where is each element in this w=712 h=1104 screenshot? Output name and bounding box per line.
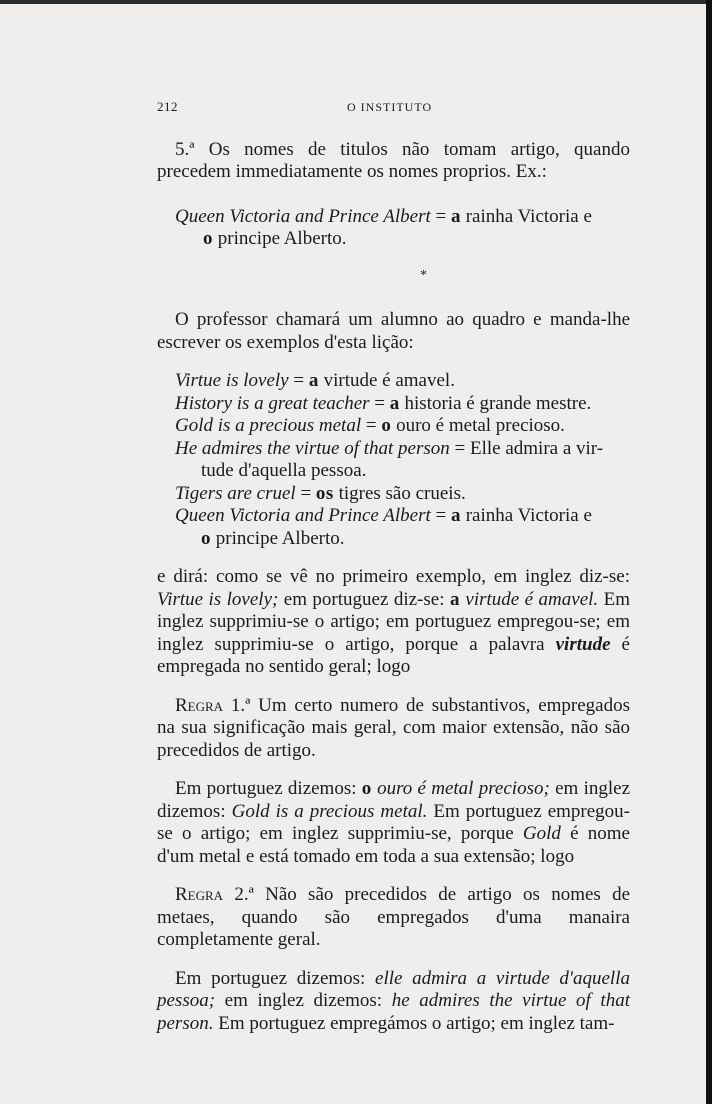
paragraph-professor: O professor chamará um alumno ao quadro e manda-lhe escrever os exemplos d'esta lição:: [157, 309, 630, 353]
example-line-continuation: o principe Alberto.: [201, 527, 345, 549]
section-divider: *: [420, 267, 427, 283]
example-line-continuation: tude d'aquella pessoa.: [201, 460, 367, 481]
example-line: Virtue is lovely = a virtude é amavel.: [175, 370, 455, 391]
rule-1: Regra 1.ª Um certo numero de substantivos, empregados na sua significação mais geral, com maior extensão, não são precedidos de artigo.: [157, 694, 630, 761]
paragraph-explanation-1: e dirá: como se vê no primeiro exemplo, em inglez diz-se: Virtue is lovely; em portuguez diz-se: a virtude é amavel. Em inglez supprimiu-se o artigo; em portuguez empregou-se; em inglez supprimiu-se o artigo, porque a palavra virtude é empregada no sentido geral; logo: [157, 566, 630, 677]
scan-edge-top: [0, 0, 712, 4]
example-line: Queen Victoria and Prince Albert = a rainha Victoria e: [175, 505, 592, 526]
scan-edge-right: [706, 0, 712, 1104]
rule-2: Regra 2.ª Não são precedidos de artigo os nomes de metaes, quando são empregados d'uma manaira completamente geral.: [157, 884, 631, 950]
example-line: Gold is a precious metal = o ouro é metal precioso.: [175, 415, 565, 436]
example-line: History is a great teacher = a historia é grande mestre.: [175, 392, 592, 414]
running-title: O INSTITUTO: [347, 100, 433, 114]
paragraph-rule-5: 5.ª Os nomes de titulos não tomam artigo, quando precedem immediatamente os nomes proprios. Ex.:: [157, 138, 630, 182]
page-body: [157, 96, 630, 1035]
paragraph-explanation-2: Em portuguez dizemos: o ouro é metal precioso; em inglez dizemos: Gold is a precious metal. Em portuguez empregou-se o artigo; em inglez supprimiu-se, porque Gold é nome d'um metal e está tomado em toda a sua extensão; logo: [157, 778, 631, 867]
running-header: [157, 96, 630, 119]
example-queen-victoria: Queen Victoria and Prince Albert = a rainha Victoria e o principe Alberto.: [175, 205, 592, 249]
rule-number: 5.ª: [175, 138, 195, 160]
paragraph-explanation-3: Em portuguez dizemos: elle admira a virtude d'aquella pessoa; em inglez dizemos: he admires the virtue of that person. Em portuguez empregámos o artigo; em inglez tam-: [157, 967, 630, 1034]
example-list: [175, 370, 630, 550]
example-line: He admires the virtue of that person = Elle admira a vir-: [175, 437, 604, 459]
example-line: Tigers are cruel = os tigres são crueis.: [175, 482, 466, 504]
page-number: 212: [157, 99, 178, 114]
